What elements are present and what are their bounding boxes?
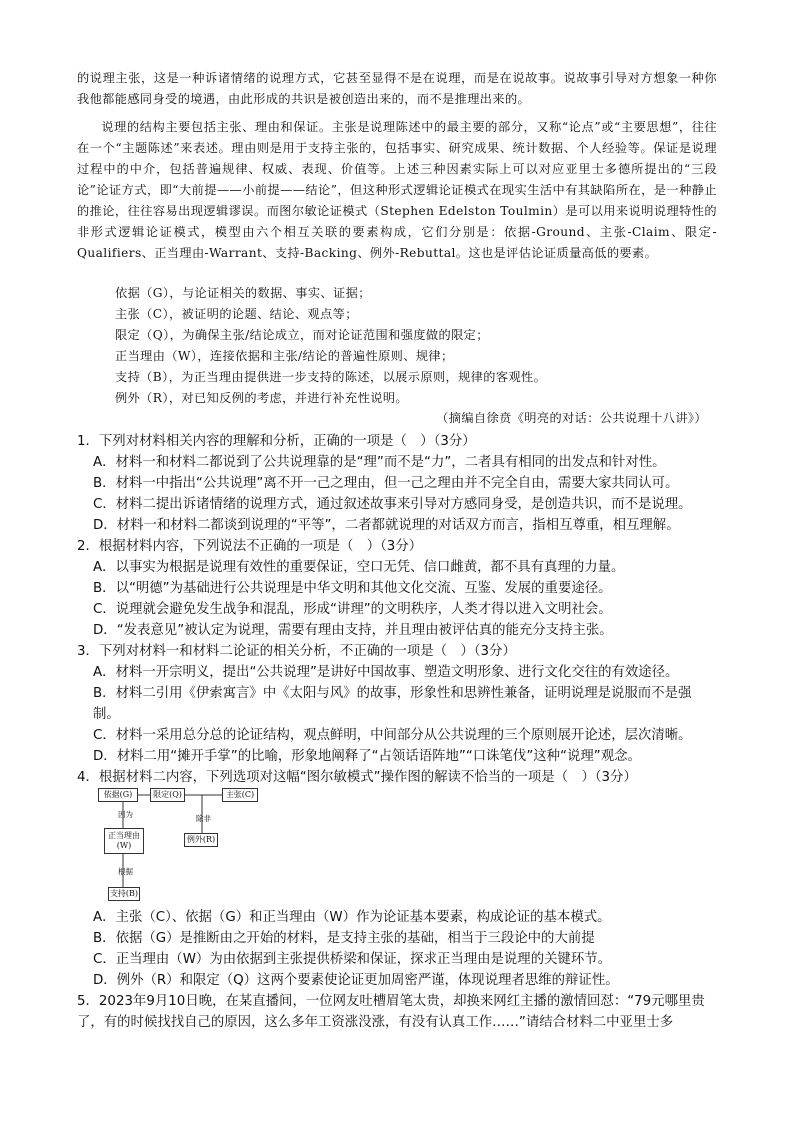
questions-block-2 bbox=[77, 907, 722, 1033]
qualifier-box: 限定(Q) bbox=[150, 788, 185, 802]
list-item-qualifier: 限定（Q），为确保主张/结论成立，而对论证范围和强度做的限定； bbox=[115, 328, 489, 342]
warrant-box bbox=[104, 828, 144, 854]
backing-box: 支持(B) bbox=[108, 887, 140, 901]
question-4-option-b: B．依据（G）是推断由之开始的材料，是支持主张的基础，相当于三段论中的大前提 bbox=[93, 931, 595, 946]
question-1-option-a: A．材料一和材料二都说到了公共说理靠的是“理”而不是“力”，二者具有相同的出发点和针对性。 bbox=[93, 455, 666, 470]
warrant-label: 正当理由 bbox=[108, 831, 140, 840]
unless-label: 除非 bbox=[196, 814, 211, 823]
claim-box: 主张(C) bbox=[222, 788, 258, 802]
based-on-label: 根据 bbox=[118, 867, 133, 876]
because-label: 因为 bbox=[118, 810, 133, 819]
passage-paragraph-2: 说理的结构主要包括主张、理由和保证。主张是说理陈述中的最主要的部分，又称“论点”或“主要思想”，往往在一个“主题陈述”来表述。理由则是用于支持主张的，包括事实、研究成果、统计数据、个人经验等。保证是说理过程中的中介，包括普遍规律、权威、表现、价值等。上述三种因素实际上可以对应亚里士多德所提出的“三段论”论证方式，即“大前提——小前提——结论”，但这种形式逻辑论证模式在现实生活中有其缺陷所在，是一种静止的推论，往往容易出现逻辑谬误。而图尔敏论证模式（Stephen Edelston Toulmin）是可以用来说明说理特性的非形式逻辑论证模式，模型由六个相互关联的要素构成，它们分别是：依据-Ground、主张-Claim、限定-Qualifiers、正当理由-Warrant、支持-Backing、例外-Rebuttal。这也是评估论证质量高低的要素。 bbox=[77, 120, 717, 260]
question-4-option-a: A．主张（C）、依据（G）和正当理由（W）作为论证基本要素，构成论证的基本模式。 bbox=[93, 910, 611, 925]
question-4-stem: 4．根据材料二内容，下列选项对这幅“图尔敏模式”操作图的解读不恰当的一项是（ ）（3分） bbox=[77, 770, 637, 785]
source-citation: （摘编自徐贲《明亮的对话：公共说理十八讲》） bbox=[436, 411, 707, 425]
question-2-stem: 2．根据材料内容，下列说法不正确的一项是（ ）（3分） bbox=[77, 539, 423, 554]
rebuttal-box: 例外(R) bbox=[184, 833, 218, 847]
question-2-option-d: D．“发表意见”被认定为说理，需要有理由支持，并且理由被评估真的能充分支持主张。 bbox=[93, 623, 613, 638]
question-3-option-b: B．材料二引用《伊索寓言》中《太阳与风》的故事，形象性和思辨性兼备，证明说理是说服而不是强 bbox=[93, 686, 692, 701]
question-3-option-b-continued: 制。 bbox=[93, 707, 120, 722]
list-item-backing: 支持（B），为正当理由提供进一步支持的陈述，以展示原则，规律的客观性。 bbox=[115, 370, 547, 384]
question-3-option-c: C．材料一采用总分总的论证结构，观点鲜明，中间部分从公共说理的三个原则展开论述，层次清晰。 bbox=[93, 728, 692, 743]
question-5-stem: 5．2023年9月10日晚，在某直播间，一位网友吐槽眉笔太贵，却换来网红主播的激情回怼：“79元哪里贵了，有的时候找找自己的原因，这么多年工资涨没涨，有没有认真工作……”请结合材料二中亚里士多 bbox=[77, 994, 705, 1030]
toulmin-model-diagram bbox=[98, 786, 268, 906]
list-item-ground: 依据（G），与论证相关的数据、事实、证据； bbox=[115, 286, 371, 300]
question-2-option-a: A．以事实为根据是说理有效性的重要保证，空口无凭、信口雌黄，都不具有真理的力量。 bbox=[93, 560, 625, 575]
question-3-stem: 3．下列对材料一和材料二论证的相关分析，不正确的一项是（ ）（3分） bbox=[77, 644, 516, 659]
question-3-option-d: D．材料二用“摊开手掌”的比喻，形象地阐释了“占领话语阵地”“口诛笔伐”这种“说理”观念。 bbox=[93, 749, 641, 764]
question-1-option-b: B．材料一中指出“公共说理”离不开一己之理由，但一己之理由并不完全自由，需要大家共同认可。 bbox=[93, 476, 679, 491]
question-2-option-c: C．说理就会避免发生战争和混乱，形成“讲理”的文明秩序，人类才得以进入文明社会。 bbox=[93, 602, 612, 617]
question-1-option-d: D．材料一和材料二都谈到说理的“平等”，二者都就说理的对话双方而言，指相互尊重，相互理解。 bbox=[93, 518, 680, 533]
questions-block bbox=[77, 431, 722, 788]
list-item-claim: 主张（C），被证明的论题、结论、观点等； bbox=[115, 307, 358, 321]
list-item-warrant: 正当理由（W），连接依据和主张/结论的普遍性原则、规律； bbox=[115, 349, 454, 363]
ground-box: 依据(G) bbox=[98, 788, 138, 802]
passage-paragraph-1: 的说理主张，这是一种诉诸情绪的说理方式，它甚至显得不是在说理，而是在说故事。说故事引导对方想象一种你我他都能感同身受的境遇，由此形成的共识是被创造出来的，而不是推理出来的。 bbox=[77, 71, 717, 106]
question-1-option-c: C．材料二提出诉诸情绪的说理方式，通过叙述故事来引导对方感同身受，是创造共识，而不是说理。 bbox=[93, 497, 692, 512]
question-4-option-c: C．正当理由（W）为由依据到主张提供桥梁和保证，探求正当理由是说理的关键环节。 bbox=[93, 952, 612, 967]
list-item-rebuttal: 例外（R），对已知反例的考虑，并进行补充性说明。 bbox=[115, 391, 408, 405]
warrant-abbrev: (W) bbox=[116, 841, 132, 850]
toulmin-elements-list bbox=[77, 283, 717, 409]
question-2-option-b: B．以“明德”为基础进行公共说理是中华文明和其他文化交流、互鉴、发展的重要途径。 bbox=[93, 581, 612, 596]
question-1-stem: 1．下列对材料相关内容的理解和分析，正确的一项是（ ）（3分） bbox=[77, 434, 476, 449]
question-3-option-a: A．材料一开宗明义，提出“公共说理”是讲好中国故事、塑造文明形象、进行文化交往的有效途径。 bbox=[93, 665, 679, 680]
question-4-option-d: D．例外（R）和限定（Q）这两个要素使论证更加周密严谨，体现说理者思维的辩证性。 bbox=[93, 973, 619, 988]
